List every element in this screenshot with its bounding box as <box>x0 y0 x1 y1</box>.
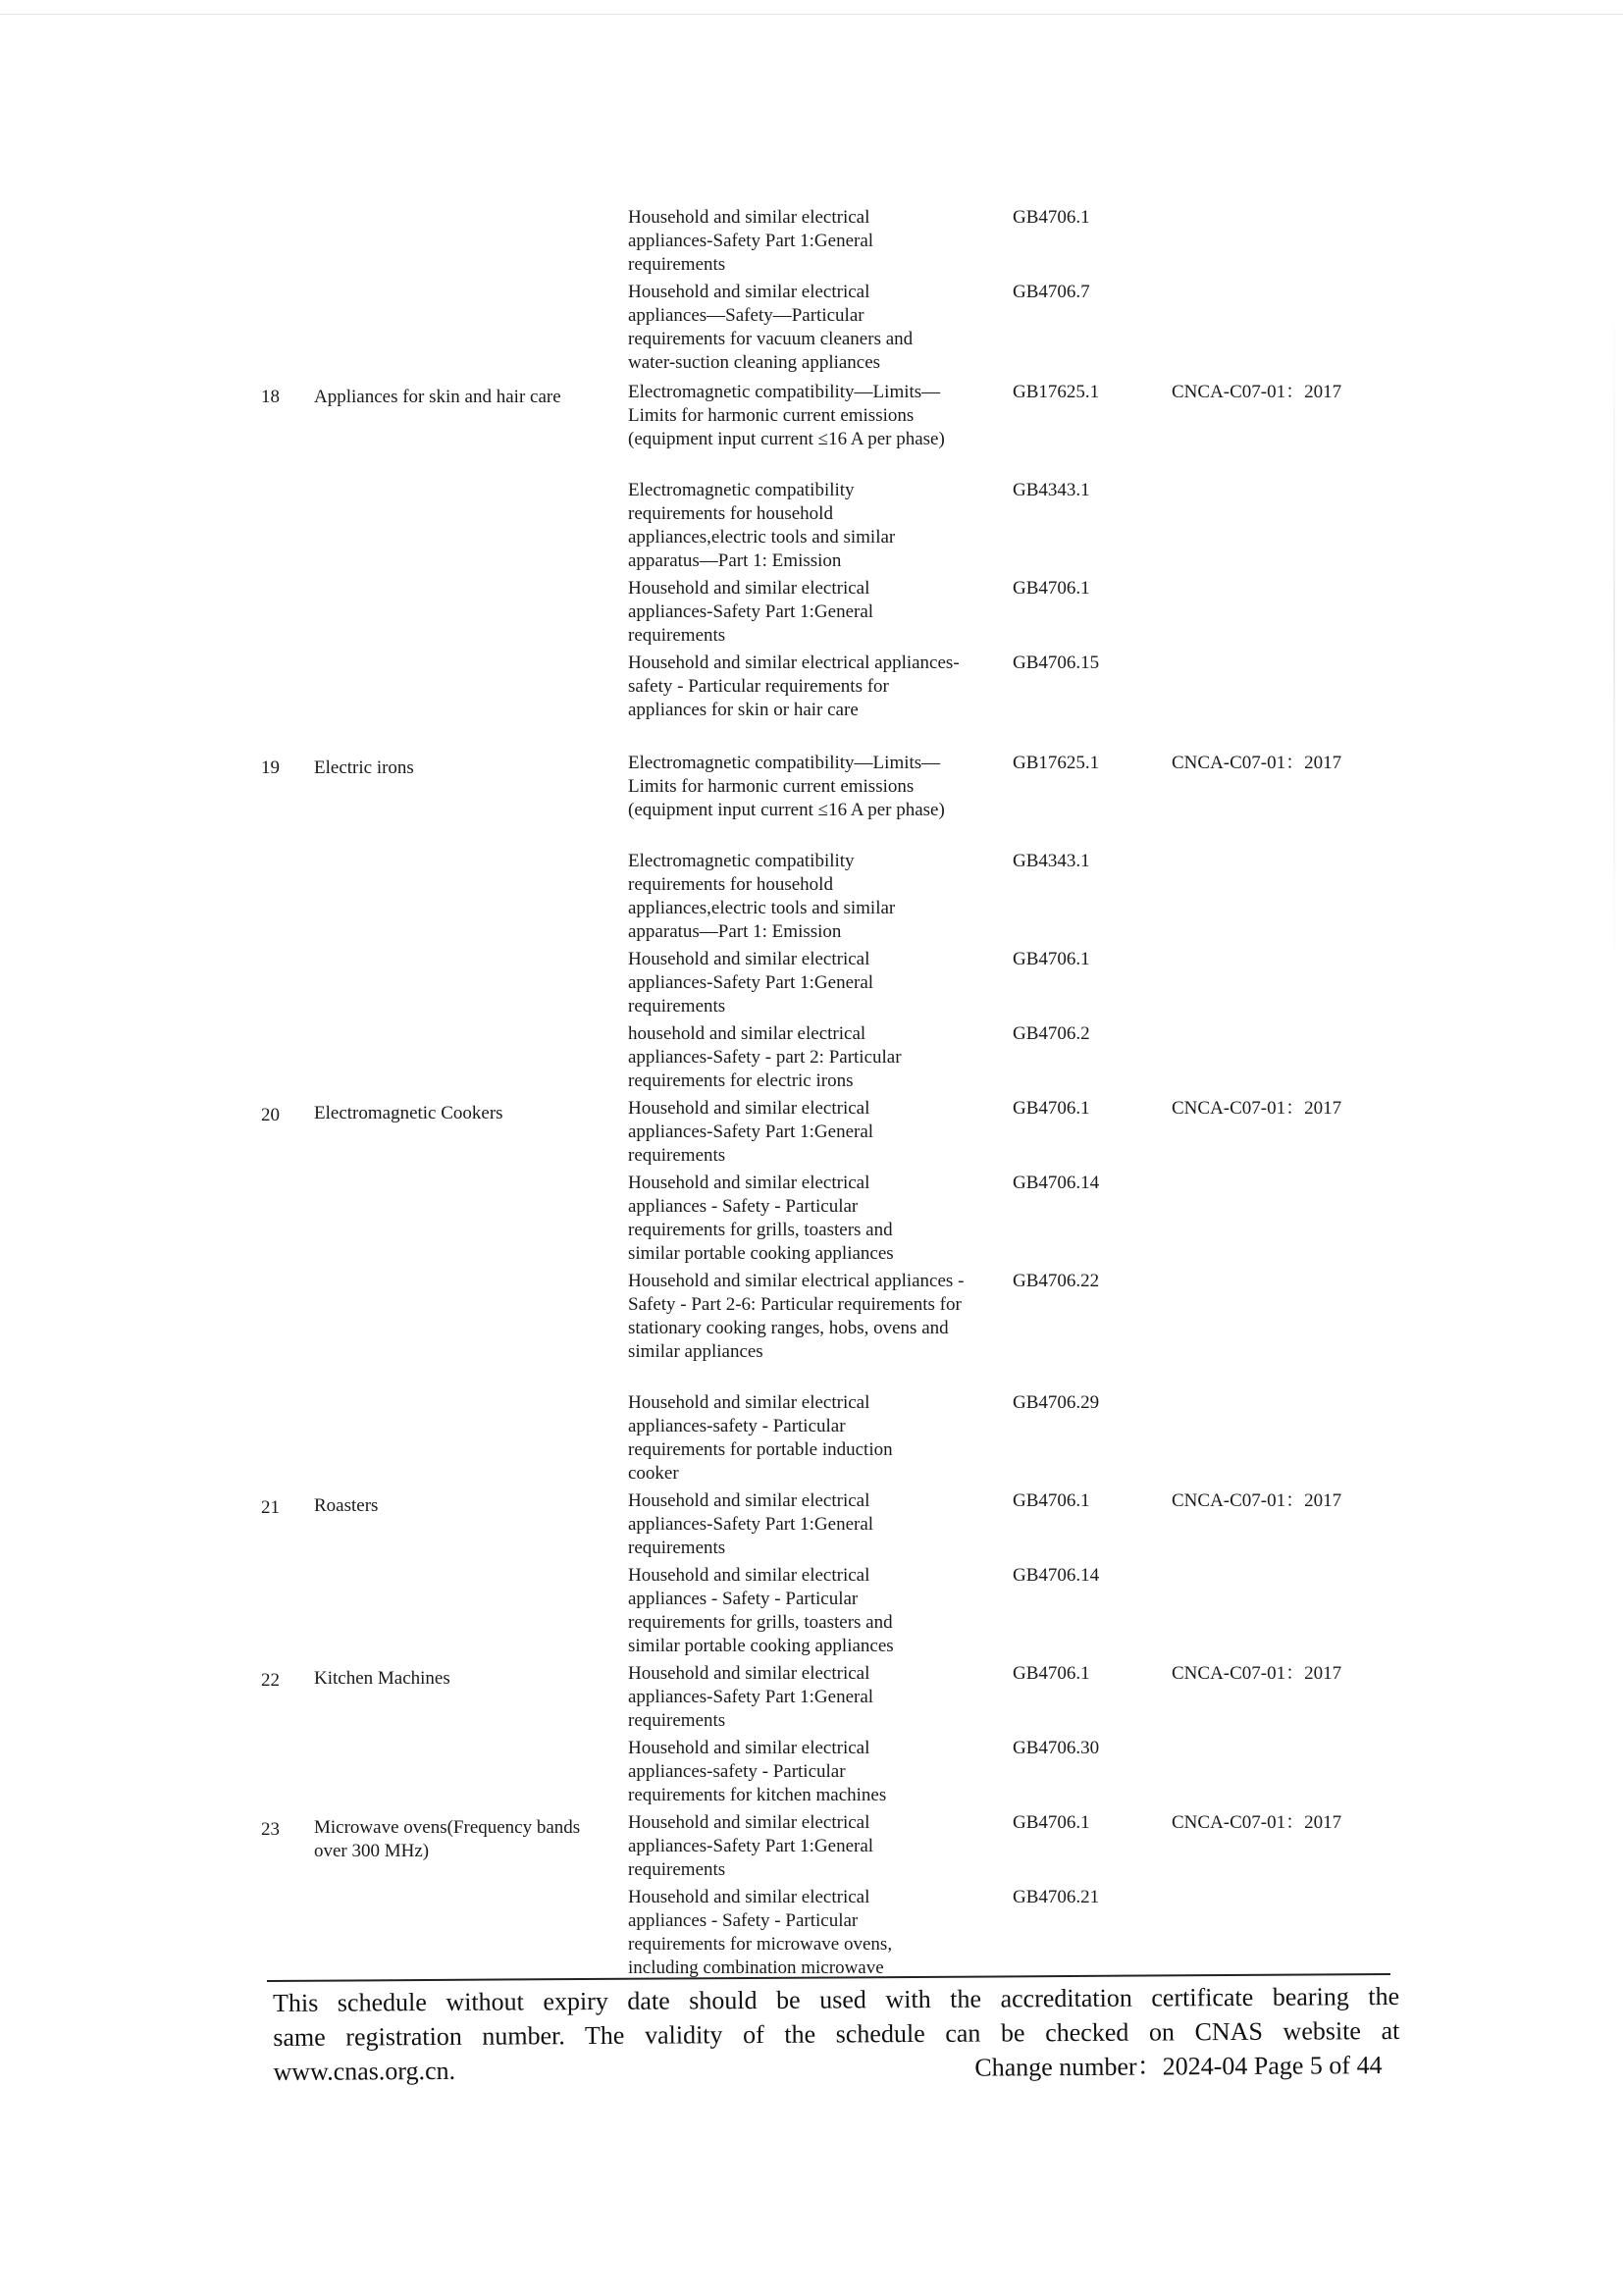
standard-title: Electromagnetic compatibility—Limits—Limits for harmonic current emissions (equipment input current ≤16 A per phase) <box>628 753 945 820</box>
standard-code: GB4706.21 <box>1013 1887 1100 1907</box>
standard-title: Household and similar electrical appliances-safety - Particular requirements for appliances for skin or hair care <box>628 652 960 720</box>
standard-title: Household and similar electrical appliances—Safety—Particular requirements for vacuum cleaners and water-suction cleaning appliances <box>628 282 914 373</box>
standard-code: GB4706.1 <box>1013 949 1090 969</box>
standard-title: Household and similar electrical appliances-Safety Part 1:General requirements <box>628 949 874 1017</box>
change-number: Change number：2024-04 Page 5 of 44 <box>974 2051 1383 2082</box>
product-name: Microwave ovens(Frequency bands over 300 MHz) <box>314 1817 581 1861</box>
standard-title: Household and similar electrical appliances-Safety Part 1:General requirements <box>628 578 874 646</box>
item-number: 23 <box>261 1819 280 1840</box>
standard-code: GB4706.29 <box>1013 1392 1100 1413</box>
scan-right-shadow <box>1613 294 1615 981</box>
item-number: 20 <box>261 1105 280 1125</box>
standard-title: Household and similar electrical appliances - Safety - Particular requirements for grills, toasters and similar portable cooking appliances <box>628 1565 894 1656</box>
standard-code: GB4706.1 <box>1013 207 1090 228</box>
standard-title: Electromagnetic compatibility requirements for household appliances,electric tools and similar apparatus—Part 1: Emission <box>628 851 896 942</box>
product-name: Kitchen Machines <box>314 1668 450 1689</box>
standard-title: Household and similar electrical appliances-Safety Part 1:General requirements <box>628 1098 874 1166</box>
standard-title: Household and similar electrical appliances - Safety - Particular requirements for grills, toasters and similar portable cooking appliances <box>628 1173 894 1264</box>
footer-line-3 <box>273 2048 1399 2089</box>
item-number: 21 <box>261 1497 280 1518</box>
standard-code: GB4706.15 <box>1013 652 1100 673</box>
scan-top-edge <box>0 0 1623 15</box>
standard-code: GB4343.1 <box>1013 480 1090 500</box>
standard-title: Household and similar electrical appliances-Safety Part 1:General requirements <box>628 1812 874 1880</box>
item-number: 19 <box>261 757 280 778</box>
standard-code: GB4706.1 <box>1013 1663 1090 1684</box>
standard-code: GB17625.1 <box>1013 382 1100 402</box>
standard-title: Electromagnetic compatibility requirements for household appliances,electric tools and similar apparatus—Part 1: Emission <box>628 480 896 571</box>
page-footer <box>273 1979 1400 2089</box>
standard-code: GB4343.1 <box>1013 851 1090 871</box>
certification-rule: CNCA-C07-01：2017 <box>1172 1663 1342 1684</box>
standard-title: Household and similar electrical appliances-Safety Part 1:General requirements <box>628 207 874 275</box>
standard-code: GB4706.1 <box>1013 1490 1090 1511</box>
standard-title: Household and similar electrical appliances - Safety - Particular requirements for microwave ovens, including combination microwave <box>628 1887 893 1978</box>
certification-rule: CNCA-C07-01：2017 <box>1172 1490 1342 1511</box>
standard-code: GB4706.7 <box>1013 282 1090 302</box>
item-number: 22 <box>261 1670 280 1691</box>
standard-code: GB4706.22 <box>1013 1271 1100 1291</box>
standard-code: GB4706.2 <box>1013 1023 1090 1044</box>
product-name: Roasters <box>314 1495 379 1516</box>
cnas-website-link[interactable]: www.cnas.org.cn. <box>273 2056 456 2086</box>
standard-title: Household and similar electrical appliances-safety - Particular requirements for portable induction cooker <box>628 1392 893 1484</box>
standard-title: household and similar electrical appliances-Safety - part 2: Particular requirements for electric irons <box>628 1023 902 1091</box>
standard-code: GB4706.30 <box>1013 1738 1100 1758</box>
product-name: Appliances for skin and hair care <box>314 387 561 407</box>
product-name: Electromagnetic Cookers <box>314 1103 503 1123</box>
standard-title: Household and similar electrical appliances - Safety - Part 2-6: Particular requirements for stationary cooking ranges, hobs, ovens and similar appliances <box>628 1271 965 1362</box>
item-number: 18 <box>261 387 280 407</box>
standard-code: GB4706.14 <box>1013 1173 1100 1193</box>
certification-rule: CNCA-C07-01：2017 <box>1172 382 1342 402</box>
certification-rule: CNCA-C07-01：2017 <box>1172 753 1342 773</box>
standard-title: Electromagnetic compatibility—Limits—Limits for harmonic current emissions (equipment input current ≤16 A per phase) <box>628 382 945 449</box>
certification-rule: CNCA-C07-01：2017 <box>1172 1098 1342 1119</box>
standard-code: GB17625.1 <box>1013 753 1100 773</box>
product-name: Electric irons <box>314 757 414 778</box>
certification-rule: CNCA-C07-01：2017 <box>1172 1812 1342 1833</box>
footer-line-2: same registration number. The validity of the schedule can be checked on CNAS website at <box>273 2015 1400 2052</box>
standard-code: GB4706.1 <box>1013 1812 1090 1833</box>
footer-line-1: This schedule without expiry date should be used with the accreditation certificate bearing the <box>273 1981 1400 2017</box>
standard-code: GB4706.1 <box>1013 1098 1090 1119</box>
standard-title: Household and similar electrical appliances-Safety Part 1:General requirements <box>628 1663 874 1731</box>
standard-title: Household and similar electrical appliances-safety - Particular requirements for kitchen machines <box>628 1738 887 1805</box>
standard-code: GB4706.14 <box>1013 1565 1100 1586</box>
standard-code: GB4706.1 <box>1013 578 1090 599</box>
standard-title: Household and similar electrical appliances-Safety Part 1:General requirements <box>628 1490 874 1558</box>
